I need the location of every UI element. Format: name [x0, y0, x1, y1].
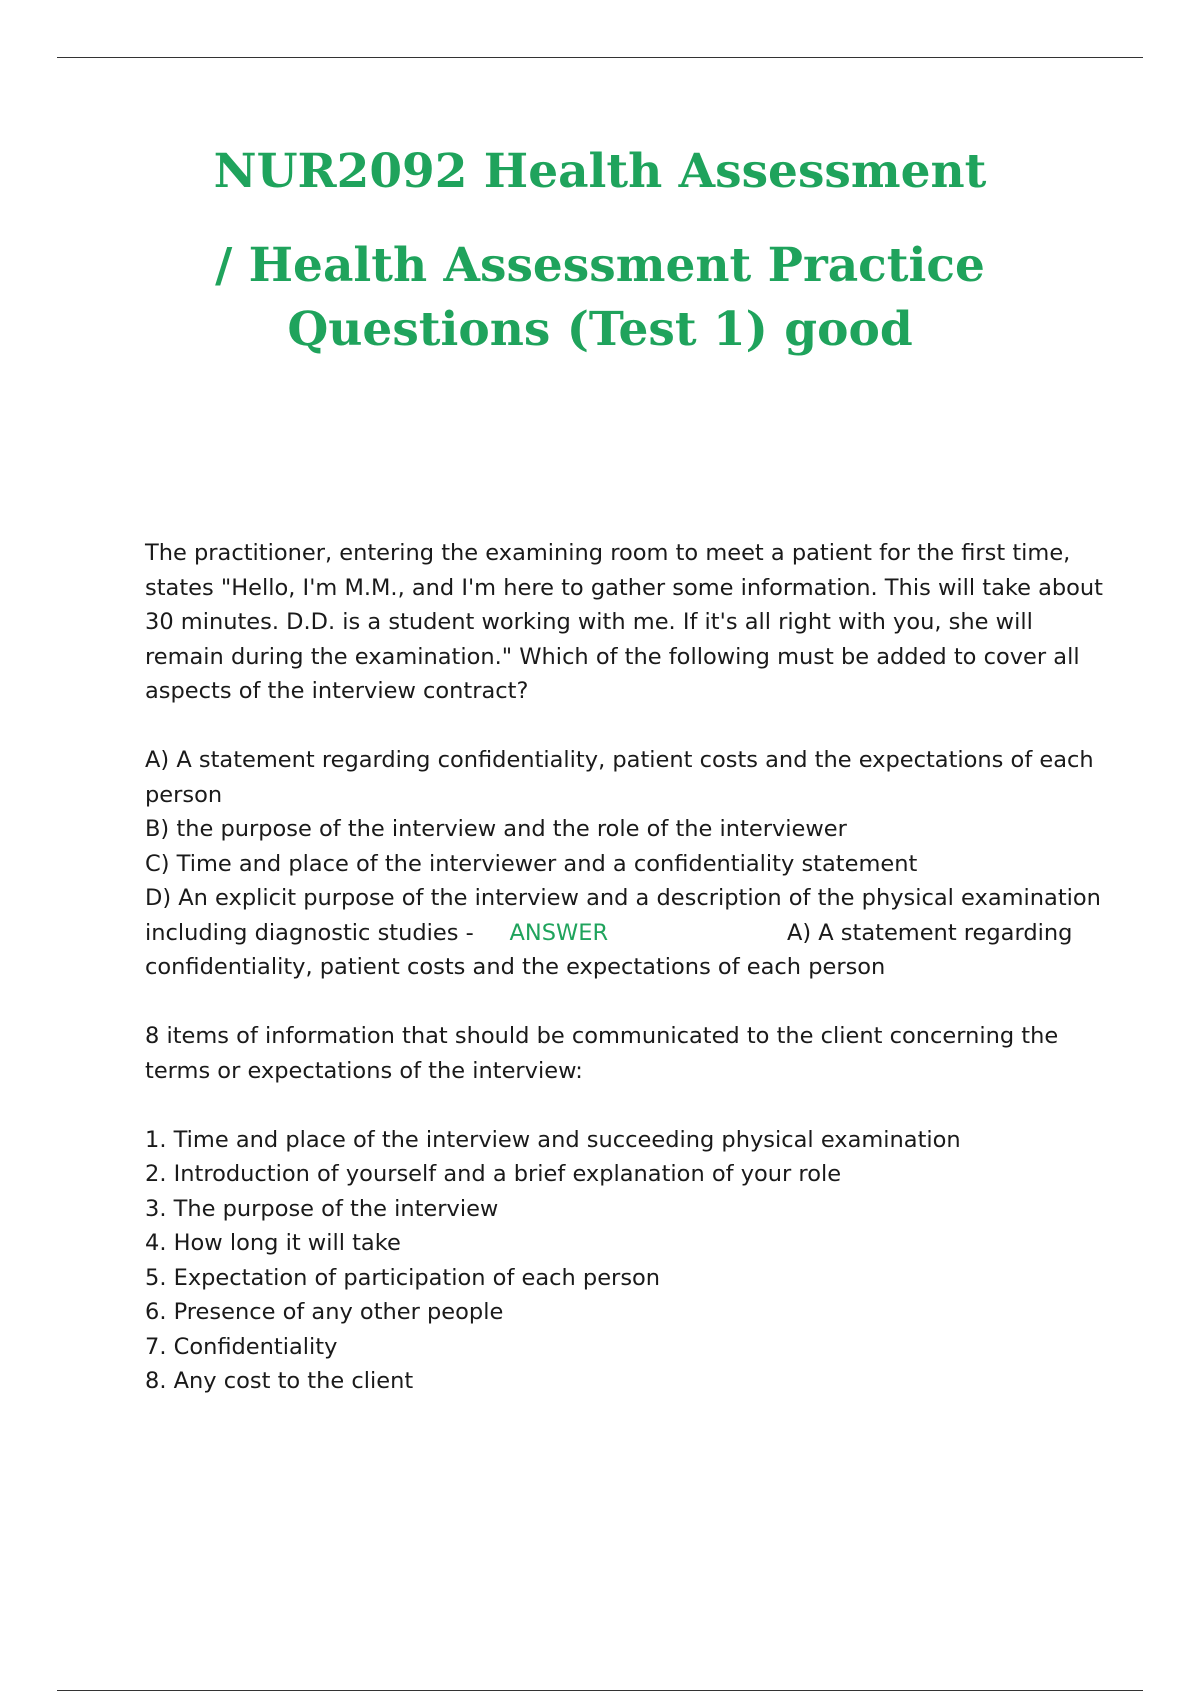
spacer [145, 1088, 1105, 1123]
option-c: C) Time and place of the interviewer and a confidentiality statement [145, 850, 918, 877]
option-b: B) the purpose of the interview and the role of the interviewer [145, 816, 847, 842]
list-item: 7. Confidentiality [145, 1333, 338, 1360]
title-line-1: NUR2092 Health Assessment [213, 144, 987, 199]
answer-options [145, 743, 1105, 985]
spacer [145, 985, 1105, 1020]
document-body [145, 536, 1105, 1399]
list-item: 4. How long it will take [145, 1230, 401, 1256]
list-item: 3. The purpose of the interview [145, 1195, 499, 1222]
info-list [145, 1123, 1105, 1399]
answer-text: A) A statement regarding confidentiality, patient costs and the expectations of each person [145, 919, 1073, 980]
info-intro: 8 items of information that should be communicated to the client concerning the terms or expectations of the interview: [145, 1023, 1059, 1084]
question-text: The practitioner, entering the examining room to meet a patient for the first time, states "Hello, I'm M.M., and I'm here to gather some information. This will take about 30 minutes. D.D. is a student working with me. If it's all right with you, she will remain during the examination." Which of the following must be added to cover all aspects of the interview contract? [145, 540, 1103, 704]
list-item: 1. Time and place of the interview and succeeding physical examination [145, 1126, 961, 1153]
list-item: 2. Introduction of yourself and a brief explanation of your role [145, 1161, 842, 1187]
list-item: 8. Any cost to the client [145, 1368, 414, 1394]
option-d-with-answer [145, 881, 1105, 985]
option-a: A) A statement regarding confidentiality, patient costs and the expectations of each person [145, 747, 1094, 808]
answer-label: ANSWER [509, 919, 609, 946]
title-line-3: Questions (Test 1) good [287, 302, 913, 357]
list-item: 6. Presence of any other people [145, 1299, 504, 1325]
footer-rule [57, 1690, 1143, 1691]
document-title [150, 140, 1050, 362]
spacer [145, 709, 1105, 744]
list-item: 5. Expectation of participation of each person [145, 1264, 661, 1291]
header-rule [57, 57, 1143, 58]
option-d: D) An explicit purpose of the interview and a description of the physical examination including diagnostic studies - [145, 885, 1101, 946]
title-line-2: / Health Assessment Practice [215, 238, 985, 293]
